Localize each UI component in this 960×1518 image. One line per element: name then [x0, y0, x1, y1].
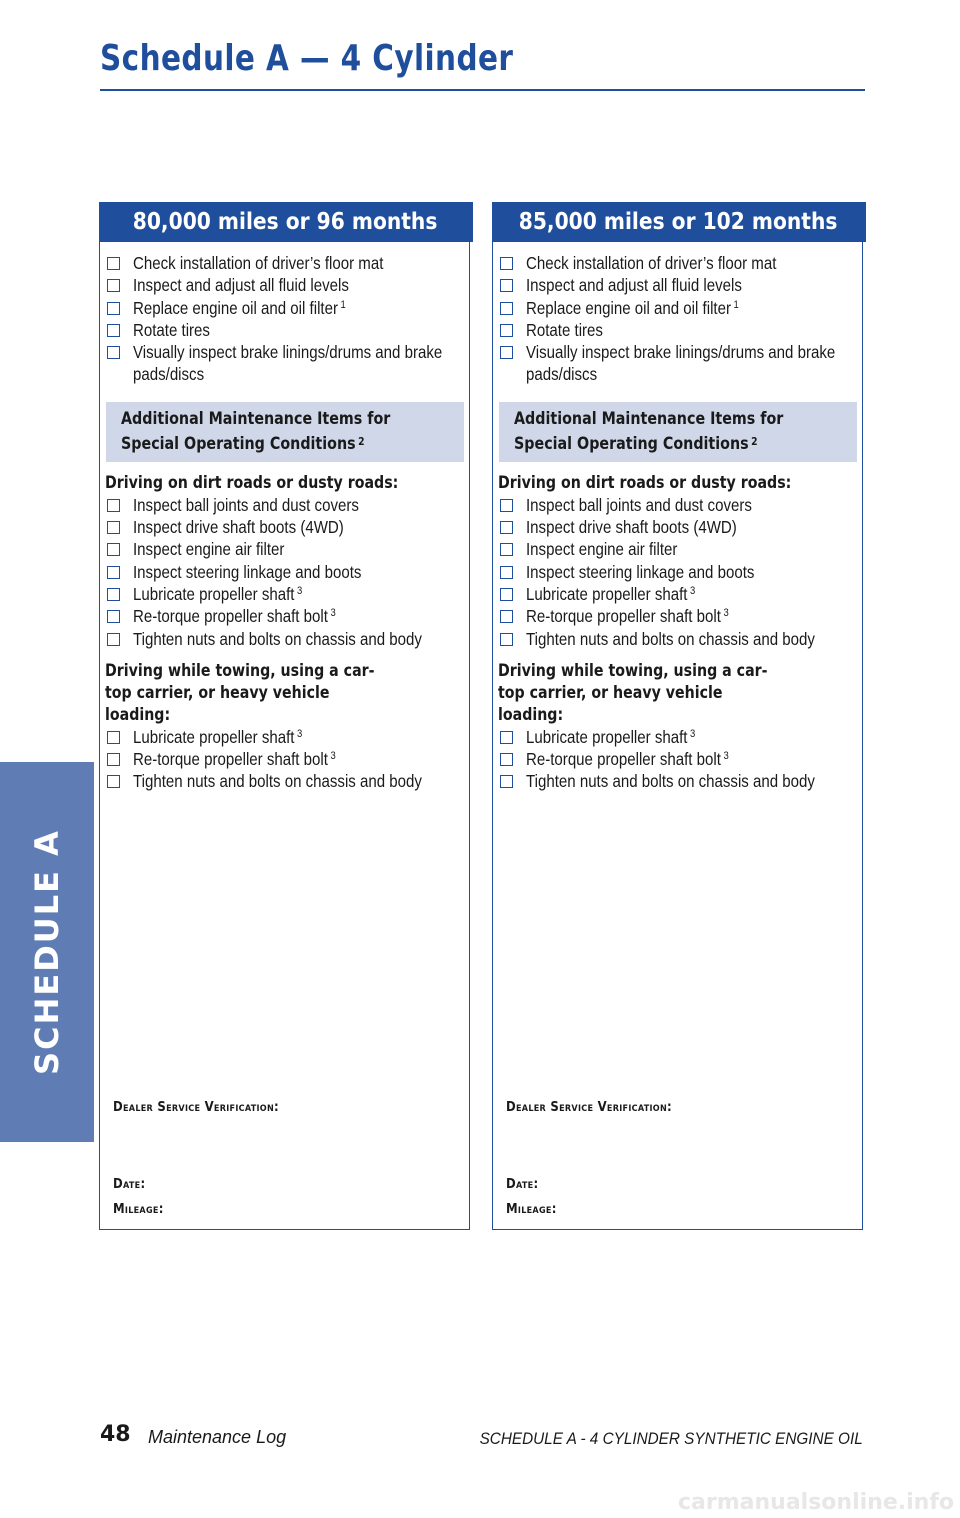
checkbox[interactable]: [107, 324, 120, 337]
checkbox[interactable]: [500, 566, 513, 579]
checklist-item: [105, 341, 467, 386]
checklist-item: [105, 494, 467, 516]
checklist-item-text: Re-torque propeller shaft bolt: [526, 749, 721, 770]
checklist-item: [105, 748, 467, 770]
checklist-item: [498, 770, 860, 792]
footnote-ref: 3: [723, 607, 729, 620]
checkbox[interactable]: [500, 257, 513, 270]
checklist-item: [498, 561, 860, 583]
checkbox[interactable]: [107, 633, 120, 646]
checklist-item: [105, 605, 467, 627]
checkbox[interactable]: [107, 775, 120, 788]
footer-section-label: Maintenance Log: [148, 1427, 287, 1447]
checklist-item-text: Lubricate propeller shaft: [133, 583, 295, 604]
checkbox[interactable]: [500, 633, 513, 646]
checkbox[interactable]: [500, 279, 513, 292]
checkbox[interactable]: [500, 753, 513, 766]
checkbox[interactable]: [500, 499, 513, 512]
checklist-item-text: Check installation of driver’s floor mat: [133, 253, 384, 273]
checklist-item-text: Inspect engine air filter: [526, 539, 678, 560]
footnote-ref: 3: [330, 607, 336, 620]
checkbox[interactable]: [500, 588, 513, 601]
footnote-ref: 1: [340, 298, 346, 311]
additional-maintenance-heading: Additional Maintenance Items for Special Operating Conditions $^2$: [499, 402, 857, 462]
checkbox[interactable]: [500, 302, 513, 315]
column-body: [105, 252, 467, 793]
watermark: carmanualsonline.info: [678, 1490, 954, 1515]
checklist-item-text: Lubricate propeller shaft: [526, 726, 688, 747]
checklist-item: [498, 274, 860, 296]
mileage-label: Mileage:: [506, 1202, 557, 1217]
checklist-item: [498, 494, 860, 516]
checklist-item-text: Lubricate propeller shaft: [133, 726, 295, 747]
checkbox[interactable]: [500, 324, 513, 337]
checklist-item: [105, 561, 467, 583]
checklist-item-text: Inspect ball joints and dust covers: [133, 494, 359, 515]
footnote-ref: 3: [690, 727, 696, 740]
checklist-item-text: Inspect and adjust all fluid levels: [526, 275, 742, 296]
footnote-ref: 3: [330, 750, 336, 763]
checkbox[interactable]: [107, 753, 120, 766]
checklist-item-text: Check installation of driver’s floor mat: [526, 253, 777, 273]
checkbox[interactable]: [107, 302, 120, 315]
checklist-item-text: Re-torque propeller shaft bolt: [133, 606, 328, 627]
condition-heading: Driving on dirt roads or dusty roads:: [105, 472, 399, 492]
checklist-item-text: Tighten nuts and bolts on chassis and body: [133, 628, 422, 649]
checklist-item: [498, 605, 860, 627]
schedule-column-85k: [492, 202, 863, 1230]
checklist-item-text: Replace engine oil and oil filter: [133, 297, 338, 318]
column-header: 80,000 miles or 96 months: [99, 202, 473, 242]
checklist-item-text: Visually inspect brake linings/drums and brake pads/discs: [133, 342, 443, 385]
checkbox[interactable]: [500, 775, 513, 788]
date-label: Date:: [506, 1177, 539, 1192]
footnote-ref: 2: [358, 434, 365, 448]
checkbox[interactable]: [107, 566, 120, 579]
checklist-item-text: Inspect engine air filter: [133, 539, 285, 560]
checklist-item-text: Inspect and adjust all fluid levels: [133, 275, 349, 296]
checklist-item: [498, 583, 860, 605]
schedule-column-80k: [99, 202, 470, 1230]
checklist-item-text: Inspect ball joints and dust covers: [526, 494, 752, 515]
checklist-item: [105, 319, 467, 341]
checkbox[interactable]: [107, 588, 120, 601]
checklist-item-text: Rotate tires: [133, 319, 210, 340]
checklist-item: [498, 319, 860, 341]
checklist-item-text: Re-torque propeller shaft bolt: [133, 749, 328, 770]
footnote-ref: 3: [297, 584, 303, 597]
checklist-item: [498, 341, 860, 386]
checkbox[interactable]: [107, 521, 120, 534]
dealer-verification-label: Dealer Service Verification:: [113, 1100, 279, 1115]
checklist-item-text: Re-torque propeller shaft bolt: [526, 606, 721, 627]
footnote-ref: 2: [751, 434, 758, 448]
title-rule: [100, 89, 865, 91]
column-body: [498, 252, 860, 793]
checkbox[interactable]: [500, 610, 513, 623]
checkbox[interactable]: [107, 257, 120, 270]
date-label: Date:: [113, 1177, 146, 1192]
page-number: 48: [100, 1422, 131, 1447]
page-title: Schedule A — 4 Cylinder: [100, 38, 514, 79]
checkbox[interactable]: [107, 346, 120, 359]
column-header: 85,000 miles or 102 months: [492, 202, 866, 242]
checkbox[interactable]: [107, 543, 120, 556]
dealer-verification-label: Dealer Service Verification:: [506, 1100, 672, 1115]
checklist-item: [105, 628, 467, 650]
mileage-label: Mileage:: [113, 1202, 164, 1217]
checkbox[interactable]: [107, 499, 120, 512]
checkbox[interactable]: [500, 346, 513, 359]
checklist-item: [105, 770, 467, 792]
checklist-item: [498, 297, 860, 319]
checklist-item: [498, 252, 860, 274]
footnote-ref: 1: [733, 298, 739, 311]
checklist-item-text: Rotate tires: [526, 319, 603, 340]
checklist-item-text: Tighten nuts and bolts on chassis and body: [133, 771, 422, 792]
checkbox[interactable]: [107, 731, 120, 744]
checklist-item-text: Inspect drive shaft boots (4WD): [526, 517, 737, 538]
checklist-item: [498, 516, 860, 538]
checklist-item-text: Tighten nuts and bolts on chassis and body: [526, 628, 815, 649]
footnote-ref: 3: [297, 727, 303, 740]
condition-heading: Driving while towing, using a car-top carrier, or heavy vehicle loading:: [105, 660, 375, 724]
checkbox[interactable]: [500, 731, 513, 744]
additional-maintenance-heading: Additional Maintenance Items for Special Operating Conditions $^2$: [106, 402, 464, 462]
checklist-item: [105, 274, 467, 296]
checklist-item: [498, 748, 860, 770]
checklist-item-text: Inspect drive shaft boots (4WD): [133, 517, 344, 538]
checklist-item-text: Lubricate propeller shaft: [526, 583, 688, 604]
checkbox[interactable]: [500, 521, 513, 534]
checklist-item: [105, 726, 467, 748]
footnote-ref: 3: [723, 750, 729, 763]
checklist-item-text: Visually inspect brake linings/drums and brake pads/discs: [526, 342, 836, 385]
condition-heading: Driving on dirt roads or dusty roads:: [498, 472, 792, 492]
checklist-item-text: Inspect steering linkage and boots: [526, 561, 755, 582]
checkbox[interactable]: [107, 610, 120, 623]
checklist-item: [105, 583, 467, 605]
checkbox[interactable]: [107, 279, 120, 292]
checklist-item: [105, 297, 467, 319]
checklist-item: [105, 538, 467, 560]
side-tab: [0, 762, 94, 1142]
side-tab-label: SCHEDULE A: [28, 829, 66, 1075]
checklist-item-text: Tighten nuts and bolts on chassis and body: [526, 771, 815, 792]
footer-schedule-label: SCHEDULE A - 4 CYLINDER SYNTHETIC ENGINE OIL: [479, 1429, 863, 1448]
checkbox[interactable]: [500, 543, 513, 556]
checklist-item: [498, 628, 860, 650]
checklist-item: [498, 726, 860, 748]
checklist-item-text: Replace engine oil and oil filter: [526, 297, 731, 318]
checklist-item: [498, 538, 860, 560]
checklist-item: [105, 516, 467, 538]
footnote-ref: 3: [690, 584, 696, 597]
condition-heading: Driving while towing, using a car-top carrier, or heavy vehicle loading:: [498, 660, 768, 724]
checklist-item: [105, 252, 467, 274]
checklist-item-text: Inspect steering linkage and boots: [133, 561, 362, 582]
